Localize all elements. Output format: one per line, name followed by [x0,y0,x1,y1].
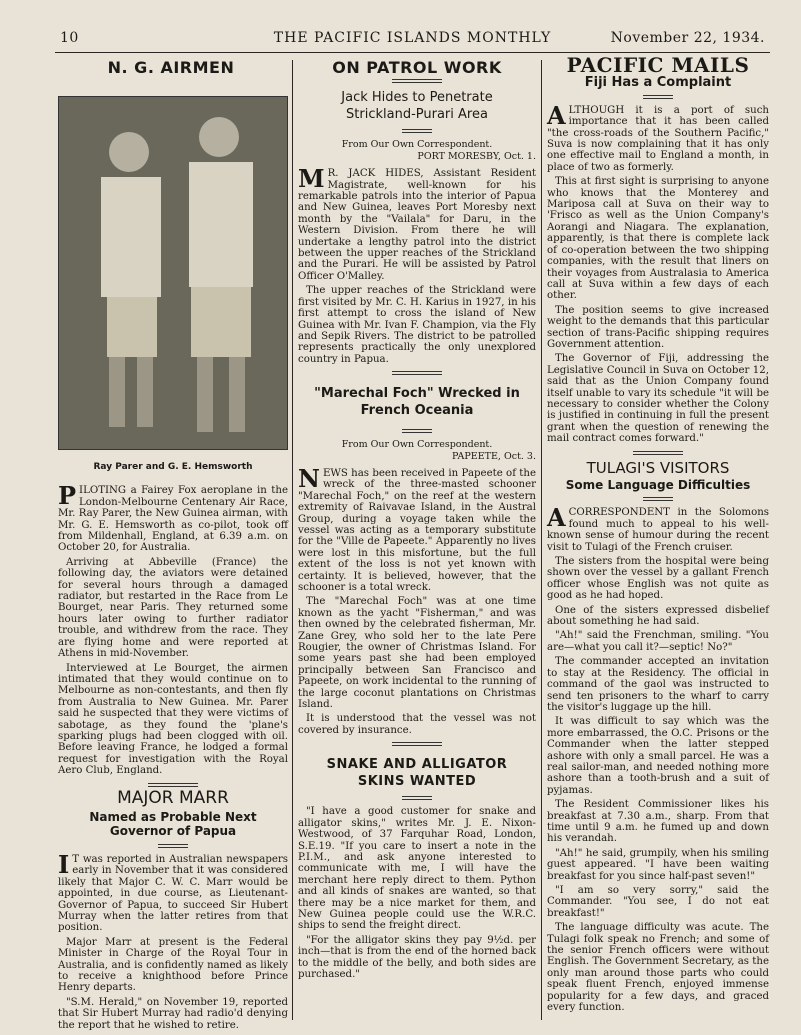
paragraph: IT was reported in Australian newspapers early in November that it was considered likely that Major C. W. C. Marr would be appointed, in due course, as Lieutenant-Governor of Papua, to succeed Sir Hubert Murray when the latter retires from that position. [58,849,288,934]
paragraph: The Resident Commissioner likes his breakfast at 7.30 a.m., sharp. From that time until 9 a.m. he fumed up and down his verandah. [547,799,769,845]
paragraph: One of the sisters expressed disbelief about something he had said. [547,604,769,628]
paragraph: It is understood that the vessel was not covered by insurance. [298,713,536,736]
issue-date: November 22, 1934. [610,30,765,46]
section-separator [633,451,683,455]
dateline: PAPEETE, Oct. 3. [452,450,536,462]
publication-title: THE PACIFIC ISLANDS MONTHLY [273,30,552,46]
paragraph: "Ah!" he said, grumpily, when his smiling guest appeared. "I have been waiting breakfast for you since half-past seven!" [547,847,769,882]
photo-caption: Ray Parer and G. E. Hemsworth [93,462,253,472]
paragraph: ALTHOUGH it is a port of such importance that it has been called "the cross-roads of the Southern Pacific," Suva is now complaining that it has only one effective mail to England a month, in place of two as formerly. [547,100,769,173]
paragraph: "I am so very sorry," said the Commander. "You see, I do not eat breakfast!" [547,885,769,919]
article-subtitle-language: Some Language Difficulties [565,478,751,492]
paragraph: ACORRESPONDENT in the Solomons found much to appeal to his well-known sense of humour during the recent visit to Tulagi of the French cruiser. [547,503,769,553]
paragraph: The Governor of Fiji, addressing the Legislative Council in Suva on October 12, said that as the Union Company found itself unable to vary its schedule "it will be necessary to consider whether the Colony is justified in continuing in full the present grant when the question of renewing the mail contract comes forward." [547,353,769,445]
paragraph: This at first sight is surprising to anyone who knows that the Monterey and Mariposa call at Suva on their way to 'Frisco as well as the Union Company's Aorangi and Niagara. The explanation, apparently, is that there is complete lack of co-operation between the two shipping companies, with the result that liners on their voyages from Australasia to America call at Suva within a few days of each other. [547,176,769,302]
paragraph: Arriving at Abbeville (France) the following day, the aviators were detained for several hours through a damaged radiator, but restarted in the Race from Le Bourget, near Paris. They returned some hours later owing to further radiator trouble, and withdrew from the race. They are flying home and were reported at Athens in mid-November. [58,556,288,660]
section-separator [392,371,442,375]
paragraph: The position seems to give increased weight to the demands that this particular section of trans-Pacific shipping requires Government attention. [547,304,769,350]
paragraph: "I have a good customer for snake and alligator skins," writes Mr. J. E. Nixon-Westwood, of 37 Farquhar Road, London, S.E.19. "If you care to insert a note in the P.I.M., and ask anyone interested to communicate with me, I will have the merchant here reply direct to them. Python and all kinds of snakes are wanted, so that there may be a nice market for them, and New Guinea people could use the W.R.C. ships to send the freight direct. [298,806,536,932]
paragraph: It was difficult to say which was the more embarrassed, the O.C. Prisons or the Commander when the latter stepped ashore with only a small parcel. He was a real sailor-man, and needed nothing more ashore than a tooth-brush and a suit of pyjamas. [547,716,769,796]
column-divider-1 [292,60,293,1020]
paragraph: PILOTING a Fairey Fox aeroplane in the London-Melbourne Centenary Air Race, Mr. Ray Parer, the New Guinea airman, with Mr. G. E. Hemsworth as co-pilot, took off from Mildenhall, England, at 6.39 a.m. on October 20, for Australia. [58,481,288,554]
paragraph: Interviewed at Le Bourget, the airmen intimated that they would continue on to Melbourne as non-contestants, and then fly from Australia to New Guinea. Mr. Parer said he suspected that they were victims of sabotage, as they found the 'plane's sparking plugs had been clogged with oil. Before leaving France, he lodged a formal request for investigation with the Royal Aero Club, England. [58,662,288,777]
article-title-tulagi: TULAGI'S VISITORS [586,458,730,477]
section-separator [643,497,673,501]
paragraph: The commander accepted an invitation to stay at the Residency. The official in command of the gaol was instructed to send ten prisoners to the wharf to carry the visitor's luggage up the hill. [547,656,769,713]
paragraph: The upper reaches of the Strickland were first visited by Mr. C. H. Karius in 1927, in his first attempt to cross the island of New Guinea with Mr. Ivan F. Champion, via the Fly and Sepik Rivers. The district to be patrolled represents practically the only unexplored country in Papua. [298,285,536,365]
page-number: 10 [60,30,79,46]
page-header [60,30,765,52]
dateline: PORT MORESBY, Oct. 1. [417,150,536,162]
paragraph: "S.M. Herald," on November 19, reported that Sir Hubert Murray had radio'd denying the report that he wished to retire. [58,996,288,1031]
article-title-snake-alligator: SNAKE AND ALLIGATOR SKINS WANTED [326,757,508,790]
article-subtitle-jack-hides: Jack Hides to Penetrate Strickland-Purari Area [341,90,493,123]
article-title-marechal-foch: "Marechal Foch" Wrecked in French Oceania [314,386,520,419]
article-title-on-patrol: ON PATROL WORK [332,58,502,77]
paragraph: NEWS has been received in Papeete of the wreck of the three-masted schooner "Marechal Foch," on the reef at the western extremity of Raivavae Island, in the Austral Group, during a voyage taken while the vessel was acting as a temporary substitute for the "Ville de Papeete." Apparently no lives were lost in this misfortune, but the full extent of the loss is not yet known with certainty. It is believed, however, that the schooner is a total wreck. [298,463,536,593]
paragraph: "Ah!" said the Frenchman, smiling. "You are—what you call it?—septic! No?" [547,630,769,653]
paragraph: "For the alligator skins they pay 9½d. per inch—that is from the end of the horned back to the middle of the belly, and both sides are purchased." [298,934,536,980]
section-separator [392,742,442,746]
section-separator [402,796,432,800]
section-separator [402,429,432,433]
photo-figures [59,97,287,449]
article-subtitle-major-marr: Named as Probable Next Governor of Papua [89,809,257,838]
article-title-pacific-mails: PACIFIC MAILS [566,53,750,77]
paragraph: The language difficulty was acute. The Tulagi folk speak no French; and some of the senior French officers were without English. The Government Secretary, as the only man around those parts who could speak fluent French, enjoyed immense popularity for a few days, and graced every function. [547,922,769,1014]
section-separator [148,783,198,787]
column-1 [55,58,287,81]
article-title-major-marr: MAJOR MARR [117,787,229,808]
paragraph: The "Marechal Foch" was at one time known as the yacht "Fisherman," and was then owned by the celebrated fisherman, Mr. Zane Grey, who sold her to the late Pere Rougier, the owner of Christmas Island. For some years past she had been employed principally between San Francisco and Papeete, on work incidental to the running of the large coconut plantations on Christmas Island. [298,596,536,711]
paragraph: The sisters from the hospital were being shown over the vessel by a gallant French officer whose English was not quite as good as he had hoped. [547,556,769,602]
section-separator [402,129,432,133]
section-separator [643,95,673,99]
paragraph: MR. JACK HIDES, Assistant Resident Magistrate, well-known for his remarkable patrols into the interior of Papua and New Guinea, leaves Port Moresby next month by the "Vailala" for Daru, in the Western Division. From there he will undertake a lengthy patrol into the district between the upper reaches of the Strickland and the Purari. He will be assisted by Patrol Officer O'Malley. [298,164,536,282]
column-divider-2 [541,60,542,1020]
section-separator [158,844,188,848]
column-2 [298,58,536,983]
correspondent-line: From Our Own Correspondent. [341,439,493,451]
column-1-body [58,462,288,1034]
paragraph: Major Marr at present is the Federal Minister in Charge of the Royal Tour in Australia, and is confidently named as likely to receive a knighthood before Prince Henry departs. [58,936,288,994]
section-separator [392,79,442,83]
article-title-ng-airmen: N. G. AIRMEN [107,58,235,77]
correspondent-line: From Our Own Correspondent. [341,139,493,151]
article-subtitle-fiji: Fiji Has a Complaint [584,75,732,91]
column-3 [547,53,769,1016]
photo-ray-parer-hemsworth [58,96,288,450]
